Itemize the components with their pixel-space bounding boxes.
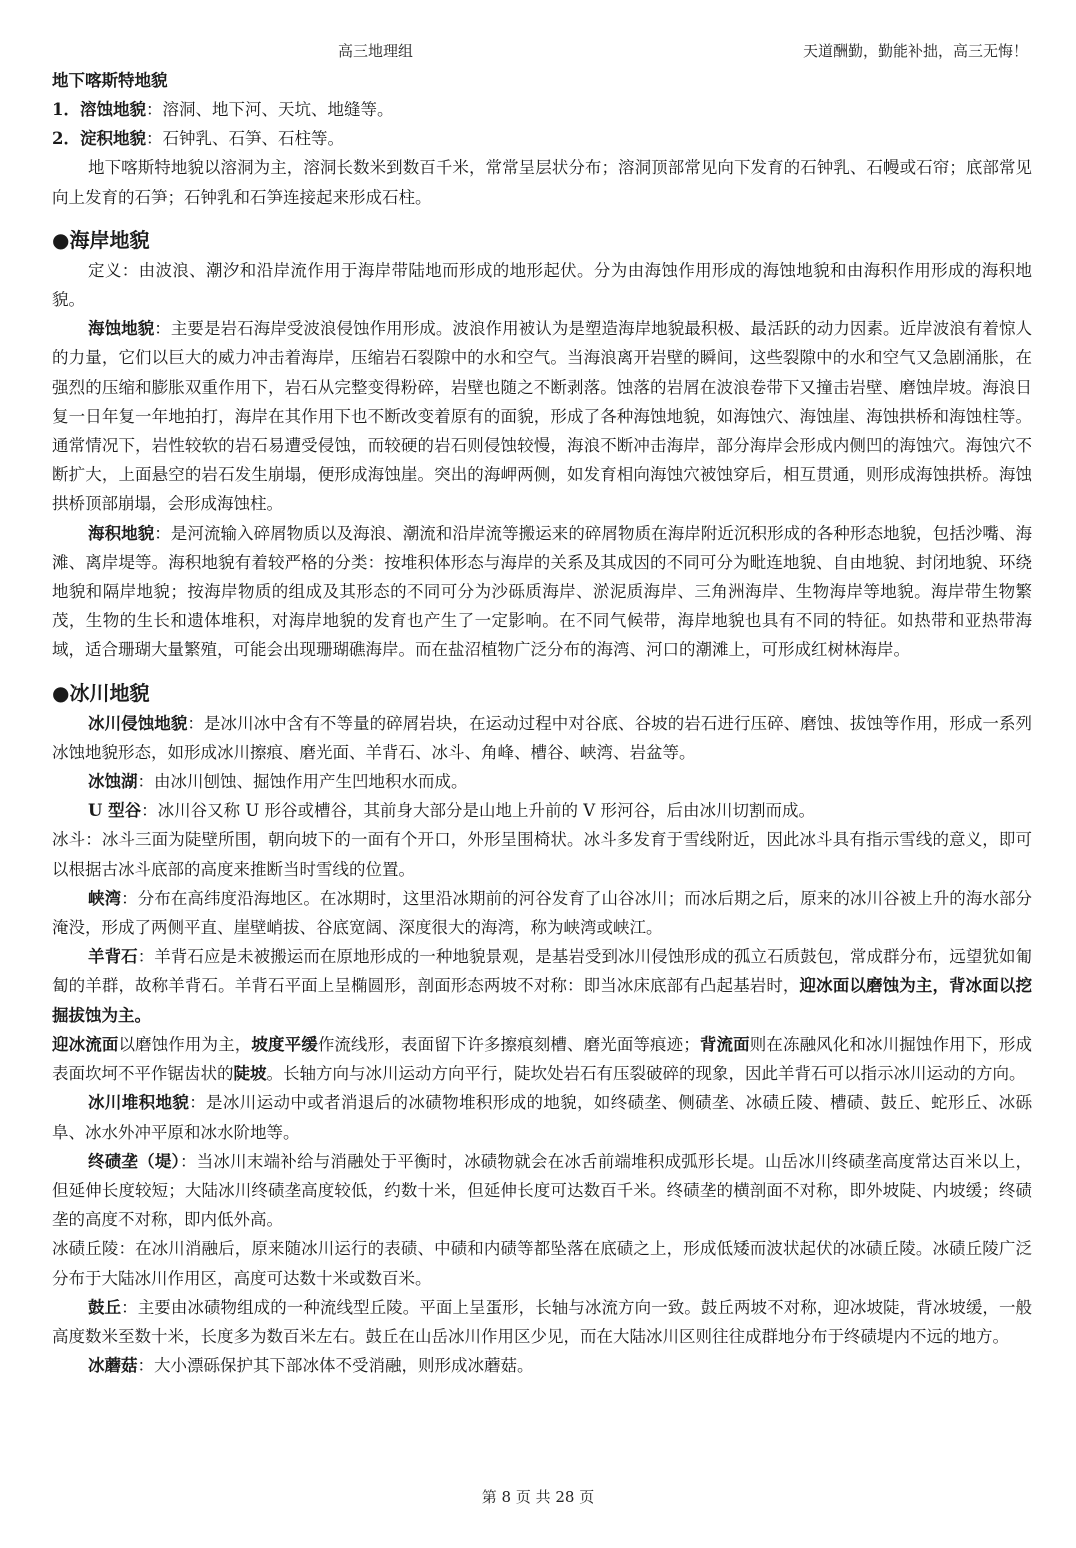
- term: 冰蚀湖: [88, 772, 138, 792]
- item-number: 2．: [52, 129, 80, 149]
- section-glacier-title: ●冰川地貌: [52, 680, 150, 705]
- header-left: 高三地理组: [338, 42, 414, 60]
- para-text: ：是冰川冰中含有不等量的碎屑岩块，在运动过程中对谷底、谷坡的岩石进行压碎、磨蚀、拔蚀等作用，形成一系列冰蚀地貌形态，如形成冰川擦痕、磨光面、羊背石、冰斗、角峰、槽谷、峡湾、岩盆等。: [52, 713, 1032, 762]
- term: 羊背石: [88, 947, 138, 967]
- para-text: ：当冰川末端补给与消融处于平衡时，冰碛物就会在冰舌前端堆积成弧形长堤。山岳冰川终碛垄高度常达百米以上，但延伸长度较短；大陆冰川终碛垄高度较低，约数十米，但延伸长度可达数百千米。终碛垄的横剖面不对称，即外坡陡、内坡缓；终碛垄的高度不对称，即内低外高。: [52, 1151, 1033, 1230]
- para-text: 作流线形，表面留下许多擦痕刻槽、磨光面等痕迹；: [317, 1034, 700, 1054]
- coast-deposit-paragraph: [52, 519, 1032, 665]
- term: 峡湾: [88, 888, 122, 908]
- term: 背流面: [699, 1034, 750, 1054]
- term: 海积地貌: [88, 523, 155, 543]
- section-karst-title: 地下喀斯特地貌: [52, 71, 168, 90]
- para-text: ：分布在高纬度沿海地区。在冰期时，这里沿冰期前的河谷发育了山谷冰川；而冰后期之后，原来的冰川谷被上升的海水部分淹没，形成了两侧平直、崖壁峭拔、谷底宽阔、深度很大的海湾，称为峡湾或峡江。: [52, 888, 1032, 938]
- stoss-lee-paragraph: [52, 1030, 1032, 1088]
- para-text: ：主要由冰碛物组成的一种流线型丘陵。平面上呈蛋形，长轴与冰流方向一致。鼓丘两坡不对称，迎冰坡陡，背冰坡缓，一般高度数米至数十米，长度多为数百米左右。鼓丘在山岳冰川作用区少见，而在大陆冰川区则往往成群地分布于终碛堤内不远的地方。: [52, 1297, 1032, 1346]
- term: 淀积地貌: [79, 129, 146, 149]
- document-body: [52, 66, 1032, 1380]
- para-text: ：由冰川刨蚀、掘蚀作用产生凹地积水而成。: [137, 772, 468, 792]
- page-number: 第 8 页 共 28 页: [481, 1488, 595, 1506]
- glacier-erosion-paragraph: [52, 709, 1032, 767]
- term: 冰蘑菇: [88, 1356, 138, 1376]
- drumlin-paragraph: [52, 1293, 1032, 1351]
- para-text: ：是河流输入碎屑物质以及海浪、潮流和沿岸流等搬运来的碎屑物质在海岸附近沉积形成的各种形态地貌，包括沙嘴、海滩、离岸堤等。海积地貌有着较严格的分类：按堆积体形态与海岸的关系及其成因的不同可分为毗连地貌、自由地貌、封闭地貌、环绕地貌和隔岸地貌；按海岸物质的组成及其形态的不同可分为沙砾质海岸、淤泥质海岸、三角洲海岸、生物海岸等地貌。海岸带生物繁茂，生物的生长和遗体堆积，对海岸地貌的发育也产生了一定影响。在不同气候带，海岸地貌也具有不同的特征。如热带和亚热带海域，适合珊瑚大量繁殖，可能会出现珊瑚礁海岸。而在盐沼植物广泛分布的海湾、河口的潮滩上，可形成红树林海岸。: [52, 523, 1032, 660]
- para-text: ：冰川谷又称 U 形谷或槽谷，其前身大部分是山地上升前的 V 形河谷，后由冰川切割而成。: [141, 801, 815, 821]
- term: 海蚀地貌: [88, 319, 155, 339]
- item-number: 1．: [52, 100, 80, 119]
- u-valley-paragraph: [52, 796, 1032, 825]
- cirque-paragraph: 冰斗：冰斗三面为陡壁所围，朝向坡下的一面有个开口，外形呈围椅状。冰斗多发育于雪线附近，因此冰斗具有指示雪线的意义，即可以根据古冰斗底部的高度来推断当时雪线的位置。: [52, 830, 1032, 879]
- term: 坡度平缓: [251, 1034, 318, 1054]
- para-text: ：大小漂砾保护其下部冰体不受消融，则形成冰蘑菇。: [137, 1356, 534, 1376]
- term: 鼓丘: [88, 1297, 122, 1317]
- term: 溶蚀地貌: [79, 100, 146, 119]
- section-coast-title: ●海岸地貌: [52, 227, 150, 252]
- coast-definition: 定义：由波浪、潮汐和沿岸流作用于海岸带陆地而形成的地形起伏。分为由海蚀作用形成的海蚀地貌和由海积作用形成的海积地貌。: [52, 260, 1032, 310]
- emphasis: 迎冰面以磨蚀为主，背冰面以挖掘拔蚀为主。: [52, 976, 1033, 1025]
- moraine-paragraph: [52, 1147, 1032, 1235]
- moraine-hills-paragraph: 冰碛丘陵：在冰川消融后，原来随冰川运行的表碛、中碛和内碛等都坠落在底碛之上，形成低矮而波状起伏的冰碛丘陵。冰碛丘陵广泛分布于大陆冰川作用区，高度可达数十米或数百米。: [52, 1239, 1032, 1288]
- term: 冰川堆积地貌: [88, 1093, 190, 1113]
- roche-paragraph: [52, 942, 1032, 1030]
- karst-item-2: [52, 124, 1032, 153]
- term: U 型谷: [88, 801, 142, 821]
- term: 陡坡: [233, 1064, 267, 1084]
- para-text: 以磨蚀作用为主，: [118, 1034, 252, 1054]
- glacier-table-paragraph: [52, 1351, 1032, 1380]
- karst-item-1: [52, 95, 1032, 124]
- item-text: ：石钟乳、石笋、石柱等。: [145, 129, 344, 149]
- karst-paragraph: 地下喀斯特地貌以溶洞为主，溶洞长数米到数百千米，常常呈层状分布；溶洞顶部常见向下发育的石钟乳、石幔或石帘；底部常见向上发育的石笋；石钟乳和石笋连接起来形成石柱。: [52, 158, 1032, 207]
- para-text: 。长轴方向与冰川运动方向平行，陡坎处岩石有压裂破碎的现象，因此羊背石可以指示冰川运动的方向。: [266, 1064, 1026, 1084]
- coast-erosion-paragraph: [52, 314, 1032, 518]
- para-text: 则在冻融风化和冰川掘蚀作用下，形成表面坎坷不平作锯齿状的: [52, 1034, 1033, 1084]
- glacier-deposit-paragraph: [52, 1088, 1032, 1146]
- term: 冰川侵蚀地貌: [88, 713, 188, 733]
- para-text: ：是冰川运动中或者消退后的冰碛物堆积形成的地貌，如终碛垄、侧碛垄、冰碛丘陵、槽碛、鼓丘、蛇形丘、冰砾阜、冰水外冲平原和冰水阶地等。: [52, 1093, 1033, 1142]
- item-text: ：溶洞、地下河、天坑、地缝等。: [145, 100, 394, 119]
- para-text: ：主要是岩石海岸受波浪侵蚀作用形成。波浪作用被认为是塑造海岸地貌最积极、最活跃的动力因素。近岸波浪有着惊人的力量，它们以巨大的威力冲击着海岸，压缩岩石裂隙中的水和空气。当海浪离开岩壁的瞬间，这些裂隙中的水和空气又急剧涌胀，在强烈的压缩和膨胀双重作用下，岩石从完整变得粉碎，岩壁也随之不断剥落。蚀落的岩屑在波浪卷带下又撞击岩壁、磨蚀岸坡。海浪日复一日年复一年地拍打，海岸在其作用下也不断改变着原有的面貌，形成了各种海蚀地貌，如海蚀穴、海蚀崖、海蚀拱桥和海蚀柱等。通常情况下，岩性较软的岩石易遭受侵蚀，而较硬的岩石则侵蚀较慢，海浪不断冲击海岸，部分海岸会形成内侧凹的海蚀穴。海蚀穴不断扩大，上面悬空的岩石发生崩塌，便形成海蚀崖。突出的海岬两侧，如发育相向海蚀穴被蚀穿后，相互贯通，则形成海蚀拱桥。海蚀拱桥顶部崩塌，会形成海蚀柱。: [52, 319, 1032, 514]
- fjord-paragraph: [52, 884, 1032, 942]
- para-text: ：羊背石应是未被搬运而在原地形成的一种地貌景观，是基岩受到冰川侵蚀形成的孤立石质鼓包，常成群分布，远望犹如匍匐的羊群，故称羊背石。羊背石平面上呈椭圆形，剖面形态两坡不对称：即当冰床底部有凸起基岩时，: [52, 947, 1032, 996]
- term: 终碛垄（堤）: [88, 1151, 181, 1171]
- header-right: 天道酬勤，勤能补拙，高三无悔！: [802, 42, 1028, 60]
- glacier-lake-paragraph: [52, 767, 1032, 796]
- term: 迎冰流面: [52, 1034, 119, 1054]
